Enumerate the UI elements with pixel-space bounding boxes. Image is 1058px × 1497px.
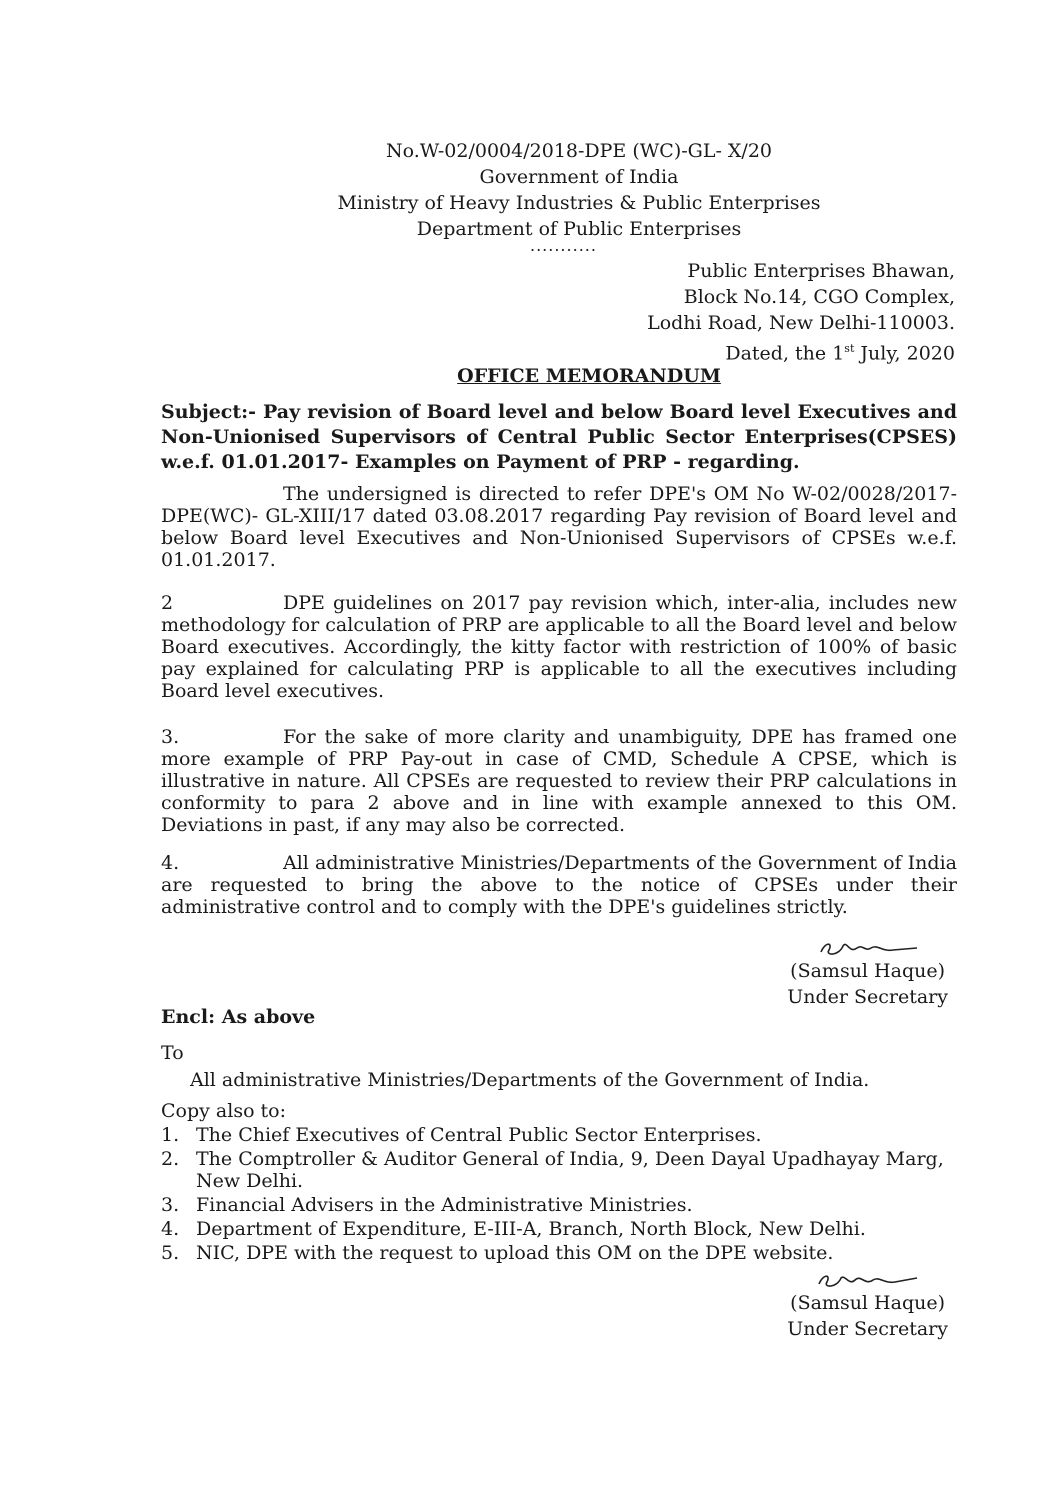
signature-block-1 xyxy=(787,936,948,1010)
paragraph-1 xyxy=(161,483,957,571)
paragraph-2-text: DPE guidelines on 2017 pay revision which, inter-alia, includes new methodology for calculation of PRP are applicable to all the Board level and below Board executives. Accordingly, the kitty factor with restriction of 100% of basic pay explained for calculating PRP is applicable to all the executives including Board level executives. xyxy=(161,592,957,702)
date-line xyxy=(647,336,955,366)
copy-to-label: Copy also to: xyxy=(161,1100,287,1122)
paragraph-3-text: For the sake of more clarity and unambiguity, DPE has framed one more example of PRP Pay-out in case of CMD, Schedule A CPSE, which is illustrative in nature. All CPSEs are requested to review their PRP calculations in conformity to para 2 above and in line with example annexed to this OM. Deviations in past, if any may also be corrected. xyxy=(161,726,957,836)
address-line-3: Lodhi Road, New Delhi-110003. xyxy=(647,312,955,334)
list-item: 3. Financial Advisers in the Administrative Ministries. xyxy=(161,1194,693,1216)
file-number: No.W-02/0004/2018-DPE (WC)-GL- X/20 xyxy=(385,140,773,162)
department-line: Department of Public Enterprises xyxy=(416,218,742,240)
list-item: 4. Department of Expenditure, E-III-A, Branch, North Block, New Delhi. xyxy=(161,1218,866,1240)
paragraph-4-number: 4. xyxy=(161,852,180,874)
paragraph-3 xyxy=(161,726,957,836)
handwritten-signature-icon xyxy=(787,1268,948,1290)
paragraph-2-number: 2 xyxy=(161,592,174,614)
paragraph-4-text: All administrative Ministries/Departments of the Government of India are requested to bring the above to the notice of CPSEs under their administrative control and to comply with the DPE's guidelines strictly. xyxy=(161,852,957,918)
to-label: To xyxy=(161,1042,184,1064)
office-address xyxy=(647,258,955,366)
ministry-line: Ministry of Heavy Industries & Public Enterprises xyxy=(337,192,821,214)
list-item: 2. The Comptroller & Auditor General of India, 9, Deen Dayal Upadhayay Marg, New Delhi. xyxy=(161,1148,944,1192)
signatory-designation: Under Secretary xyxy=(787,1318,948,1340)
signatory-name: (Samsul Haque) xyxy=(790,960,946,982)
signatory-name: (Samsul Haque) xyxy=(790,1292,946,1314)
enclosure-note: Encl: As above xyxy=(161,1006,316,1028)
list-item: 5. NIC, DPE with the request to upload this OM on the DPE website. xyxy=(161,1242,834,1264)
copy-to-list xyxy=(161,1124,961,1266)
address-line-1: Public Enterprises Bhawan, xyxy=(687,260,955,282)
recipient-line: All administrative Ministries/Departments of the Government of India. xyxy=(190,1069,870,1091)
paragraph-3-number: 3. xyxy=(161,726,180,748)
paragraph-4 xyxy=(161,852,957,918)
handwritten-signature-icon xyxy=(787,936,948,958)
paragraph-1-text: The undersigned is directed to refer DPE's OM No W-02/0028/2017-DPE(WC)- GL-XIII/17 dated 03.08.2017 regarding Pay revision of Board level and below Board level Executives and Non-Unionised Supervisors of CPSEs w.e.f. 01.01.2017. xyxy=(161,483,957,571)
date-prefix: Dated, the 1 xyxy=(725,342,845,365)
signature-block-2 xyxy=(787,1268,948,1342)
letter-header xyxy=(0,138,1058,242)
government-line: Government of India xyxy=(479,166,679,188)
date-suffix: July, 2020 xyxy=(854,342,955,365)
paragraph-2 xyxy=(161,592,957,702)
date-superscript: st xyxy=(844,342,855,355)
subject-line: Subject:- Pay revision of Board level and below Board level Executives and Non-Unionised Supervisors of Central Public Sector Enterprises(CPSES) w.e.f. 01.01.2017- Examples on Payment of PRP - regarding. xyxy=(161,401,957,473)
address-line-2: Block No.14, CGO Complex, xyxy=(683,286,955,308)
header-separator: ........... xyxy=(530,236,597,255)
memo-title: OFFICE MEMORANDUM xyxy=(457,365,721,387)
signatory-designation: Under Secretary xyxy=(787,986,948,1008)
list-item: 1. The Chief Executives of Central Public Sector Enterprises. xyxy=(161,1124,762,1146)
